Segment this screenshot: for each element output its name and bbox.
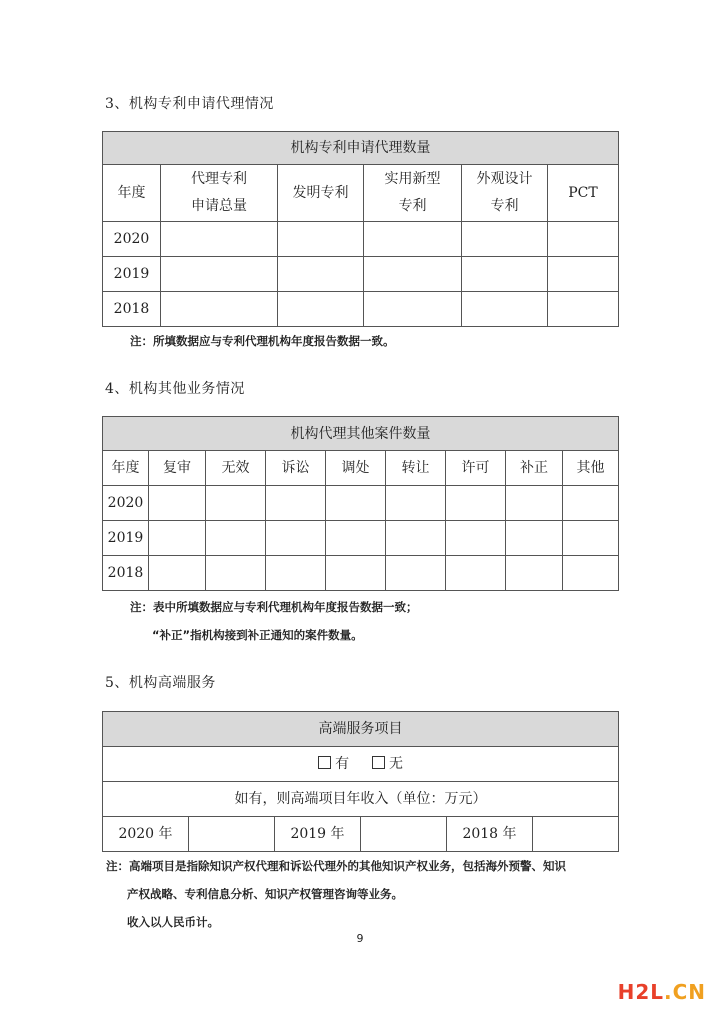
logo-part1: H2L <box>617 980 664 1004</box>
input-cell[interactable] <box>462 257 548 292</box>
table-row <box>103 222 619 257</box>
input-cell[interactable] <box>278 222 364 257</box>
header-correction: 补正 <box>506 451 563 486</box>
year-cell: 2020 <box>103 486 149 521</box>
input-cell[interactable] <box>386 486 446 521</box>
input-cell[interactable] <box>462 222 548 257</box>
header-license: 许可 <box>446 451 506 486</box>
input-cell[interactable] <box>386 556 446 591</box>
page-number: 9 <box>356 932 364 945</box>
other-table-title: 机构代理其他案件数量 <box>103 417 619 451</box>
input-cell[interactable] <box>326 521 386 556</box>
input-cell[interactable] <box>548 292 619 327</box>
input-cell[interactable] <box>364 292 462 327</box>
input-cell[interactable] <box>364 257 462 292</box>
patent-table-title: 机构专利申请代理数量 <box>103 132 619 165</box>
header-other: 其他 <box>563 451 619 486</box>
input-cell[interactable] <box>364 222 462 257</box>
header-litigation: 诉讼 <box>266 451 326 486</box>
table-row <box>103 521 619 556</box>
section3-note: 注：所填数据应与专利代理机构年度报告数据一致。 <box>130 334 395 348</box>
header-invention: 发明专利 <box>278 165 364 222</box>
input-cell[interactable] <box>446 486 506 521</box>
header-year: 年度 <box>103 451 149 486</box>
input-cell[interactable] <box>149 486 206 521</box>
section5-note-line3: 收入以人民币计。 <box>127 915 219 929</box>
income-row <box>103 817 619 852</box>
section3-heading: 3、机构专利申请代理情况 <box>105 96 274 112</box>
input-cell[interactable] <box>326 486 386 521</box>
checkbox-icon[interactable] <box>372 756 385 769</box>
site-logo <box>618 980 706 1004</box>
input-cell[interactable] <box>266 556 326 591</box>
section4-heading: 4、机构其他业务情况 <box>105 381 245 397</box>
income-input-2019[interactable] <box>361 817 447 852</box>
year-cell: 2020 <box>103 222 161 257</box>
other-cases-table <box>102 416 619 591</box>
input-cell[interactable] <box>149 556 206 591</box>
section5-heading: 5、机构高端服务 <box>105 675 216 691</box>
income-input-2018[interactable] <box>533 817 619 852</box>
input-cell[interactable] <box>206 486 266 521</box>
high-end-service-table <box>102 711 619 852</box>
input-cell[interactable] <box>161 292 278 327</box>
header-transfer: 转让 <box>386 451 446 486</box>
input-cell[interactable] <box>386 521 446 556</box>
year-cell: 2019 <box>103 257 161 292</box>
table-row <box>103 292 619 327</box>
input-cell[interactable] <box>563 556 619 591</box>
service-options <box>103 747 619 782</box>
table-row <box>103 257 619 292</box>
section5-note-line1: 注：高端项目是指除知识产权代理和诉讼代理外的其他知识产权业务，包括海外预警、知识 <box>106 859 566 873</box>
year-cell: 2019 <box>103 521 149 556</box>
input-cell[interactable] <box>266 521 326 556</box>
input-cell[interactable] <box>326 556 386 591</box>
option-yes[interactable]: 有 <box>318 756 349 772</box>
income-input-2020[interactable] <box>189 817 275 852</box>
header-invalidation: 无效 <box>206 451 266 486</box>
header-total: 代理专利 申请总量 <box>161 165 278 222</box>
input-cell[interactable] <box>548 257 619 292</box>
input-cell[interactable] <box>278 292 364 327</box>
other-table-header-row <box>103 451 619 486</box>
year-label-2019: 2019 年 <box>275 817 361 852</box>
input-cell[interactable] <box>266 486 326 521</box>
input-cell[interactable] <box>206 521 266 556</box>
service-table-title: 高端服务项目 <box>103 712 619 747</box>
option-no[interactable]: 无 <box>372 756 403 772</box>
header-pct: PCT <box>548 165 619 222</box>
checkbox-icon[interactable] <box>318 756 331 769</box>
section4-note-line2: “补正”指机构接到补正通知的案件数量。 <box>152 628 363 642</box>
input-cell[interactable] <box>149 521 206 556</box>
patent-table-header-row <box>103 165 619 222</box>
header-mediation: 调处 <box>326 451 386 486</box>
header-utility: 实用新型 专利 <box>364 165 462 222</box>
input-cell[interactable] <box>446 556 506 591</box>
input-cell[interactable] <box>548 222 619 257</box>
income-label: 如有，则高端项目年收入（单位：万元） <box>103 782 619 817</box>
header-year: 年度 <box>103 165 161 222</box>
header-design: 外观设计 专利 <box>462 165 548 222</box>
input-cell[interactable] <box>506 556 563 591</box>
table-row <box>103 486 619 521</box>
input-cell[interactable] <box>161 257 278 292</box>
logo-part2: .CN <box>663 980 706 1004</box>
input-cell[interactable] <box>206 556 266 591</box>
year-cell: 2018 <box>103 292 161 327</box>
patent-agency-table <box>102 131 619 327</box>
input-cell[interactable] <box>446 521 506 556</box>
section5-note-line2: 产权战略、专利信息分析、知识产权管理咨询等业务。 <box>127 887 403 901</box>
header-reexamination: 复审 <box>149 451 206 486</box>
year-label-2020: 2020 年 <box>103 817 189 852</box>
input-cell[interactable] <box>506 521 563 556</box>
input-cell[interactable] <box>161 222 278 257</box>
input-cell[interactable] <box>506 486 563 521</box>
input-cell[interactable] <box>563 486 619 521</box>
input-cell[interactable] <box>563 521 619 556</box>
year-label-2018: 2018 年 <box>447 817 533 852</box>
table-row <box>103 556 619 591</box>
year-cell: 2018 <box>103 556 149 591</box>
input-cell[interactable] <box>462 292 548 327</box>
input-cell[interactable] <box>278 257 364 292</box>
section4-note-line1: 注：表中所填数据应与专利代理机构年度报告数据一致； <box>130 600 418 614</box>
